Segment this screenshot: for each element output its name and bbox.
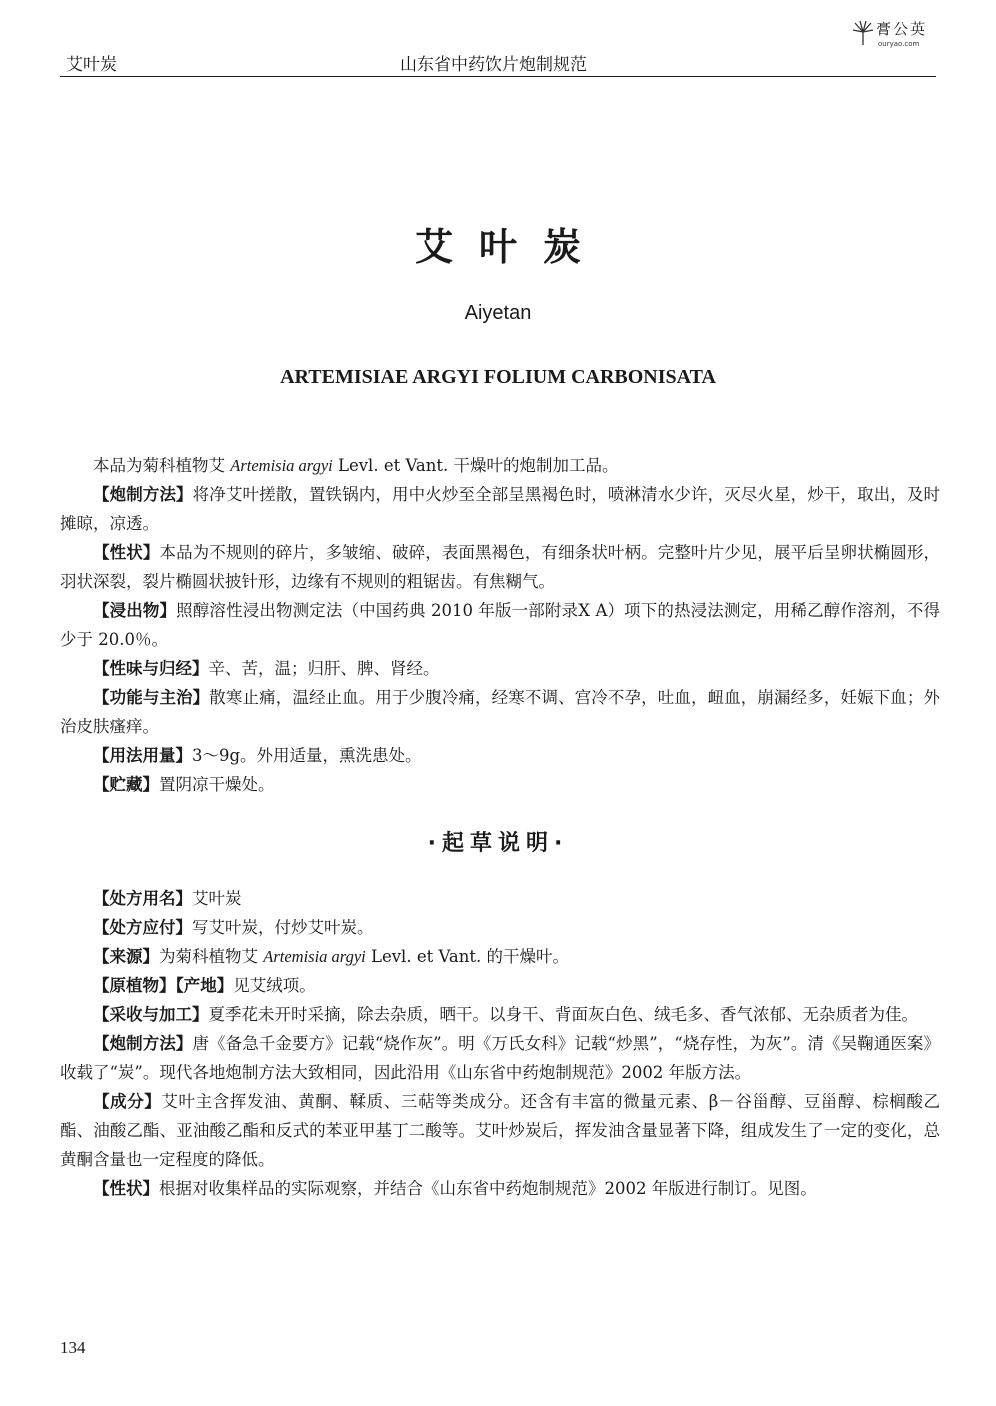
drafting-notes: [60, 884, 940, 1203]
logo-url: ouryao.com: [878, 40, 920, 48]
monograph-body: [60, 451, 940, 799]
monograph-item: 【炮制方法】将净艾叶搓散，置铁锅内，用中火炒至全部呈黑褐色时，喷淋清水少许，灭尽火星，炒干，取出，及时摊晾，凉透。: [60, 485, 941, 533]
monograph-item: 【功能与主治】散寒止痛，温经止血。用于少腹冷痛，经寒不调、宫冷不孕，吐血，衄血，崩漏经多，妊娠下血；外治皮肤瘙痒。: [60, 688, 941, 736]
logo-text: 膏公英: [876, 20, 928, 38]
page-number: 134: [60, 1338, 86, 1357]
species-name: Artemisia argyi: [230, 456, 333, 475]
dandelion-icon: [852, 20, 874, 46]
note-item: 【处方用名】艾叶炭: [93, 889, 242, 908]
monograph-item: 【用法用量】3～9g。外用适量，熏洗患处。: [93, 746, 422, 765]
species-name: Artemisia argyi: [263, 947, 366, 966]
running-header: [60, 46, 936, 77]
note-item: 【采收与加工】夏季花未开时采摘，除去杂质，晒干。以身干、背面灰白色、绒毛多、香气浓郁、无杂质者为佳。: [93, 1005, 918, 1024]
page-title: 艾叶炭: [414, 225, 607, 269]
note-item: 【成分】艾叶主含挥发油、黄酮、鞣质、三萜等类成分。还含有丰富的微量元素、β－谷甾醇、豆甾醇、棕榈酸乙酯、油酸乙酯、亚油酸乙酯和反式的苯亚甲基丁二酸等。艾叶炒炭后，挥发油含量显著下降，组成发生了一定的变化，总黄酮含量也一定程度的降低。: [60, 1092, 941, 1169]
monograph-item: 【贮藏】置阴凉干燥处。: [93, 775, 275, 794]
publisher-logo: [852, 18, 942, 52]
pinyin-name: Aiyetan: [464, 302, 532, 324]
note-item: 【性状】根据对收集样品的实际观察，并结合《山东省中药炮制规范》2002 年版进行制订。见图。: [93, 1179, 817, 1198]
monograph-item: 【浸出物】照醇溶性浸出物测定法（中国药典 2010 年版一部附录Ⅹ A）项下的热浸法测定，用稀乙醇作溶剂，不得少于 20.0％。: [60, 601, 941, 649]
header-book-title: 山东省中药饮片炮制规范: [400, 55, 587, 75]
monograph-item: 【性味与归经】辛、苦，温；归肝、脾、肾经。: [93, 659, 440, 678]
section-heading: ·起草说明·: [427, 831, 569, 856]
latin-name: ARTEMISIAE ARGYI FOLIUM CARBONISATA: [280, 366, 716, 388]
intro-paragraph: 本品为菊科植物艾 Artemisia argyi Levl. et Vant. 干燥叶的炮制加工品。: [93, 456, 619, 475]
monograph-item: 【性状】本品为不规则的碎片，多皱缩、破碎，表面黑褐色，有细条状叶柄。完整叶片少见，展平后呈卵状椭圆形，羽状深裂，裂片椭圆状披针形，边缘有不规则的粗锯齿。有焦糊气。: [60, 543, 941, 591]
header-left-title: 艾叶炭: [66, 55, 117, 75]
note-item: 【处方应付】写艾叶炭，付炒艾叶炭。: [93, 918, 374, 937]
note-item: 【炮制方法】唐《备急千金要方》记载“烧作灰”。明《万氏女科》记载“炒黑”，“烧存性，为灰”。清《吴鞠通医案》收载了“炭”。现代各地炮制方法大致相同，因此沿用《山东省中药炮制规范》2002 年版方法。: [60, 1034, 940, 1082]
note-item: 【原植物】【产地】见艾绒项。: [93, 976, 316, 995]
note-item-source: 【来源】为菊科植物艾 Artemisia argyi Levl. et Vant. 的干燥叶。: [93, 947, 569, 966]
